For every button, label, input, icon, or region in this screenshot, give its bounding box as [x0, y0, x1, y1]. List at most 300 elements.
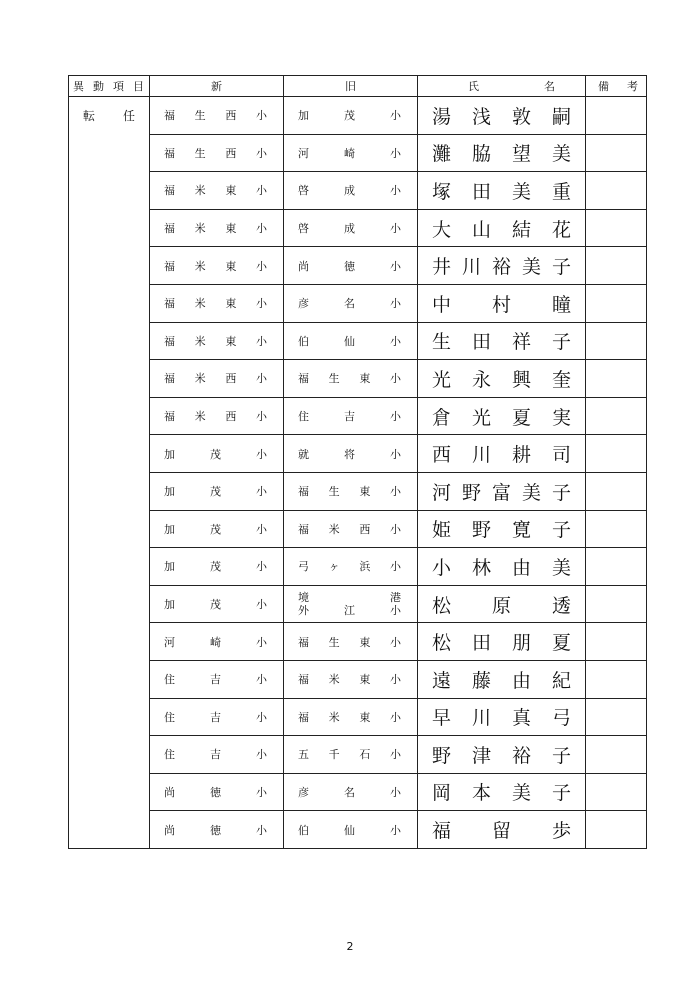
new-school-name: [150, 774, 283, 811]
new-school-char: 福: [164, 146, 175, 160]
table-row: [69, 623, 647, 661]
new-school-char: 小: [256, 485, 267, 499]
old-school-name: [284, 210, 417, 247]
full-name: [418, 778, 585, 805]
personnel-transfer-table: [68, 75, 647, 849]
full-name-char: 弓: [551, 707, 571, 730]
old-school-char: 成: [344, 184, 355, 198]
old-school-name: [284, 135, 417, 172]
full-name-char: 耕: [511, 444, 531, 467]
full-name-char: 花: [551, 218, 571, 241]
new-school-char: 吉: [210, 710, 221, 724]
transfer-type-label: [69, 97, 149, 124]
old-school-char: 小: [389, 485, 401, 499]
old-school-name: [284, 435, 417, 472]
new-school-char: 住: [164, 748, 175, 762]
old-school-char: 啓: [298, 222, 309, 236]
full-name: [418, 591, 585, 618]
old-school-char: 小: [390, 604, 401, 618]
full-name-char: 祥: [511, 331, 531, 354]
full-name-cell: [418, 247, 586, 285]
full-name-char: 野: [471, 519, 491, 542]
full-name-char: 野: [432, 744, 452, 767]
full-name-char: 由: [511, 669, 531, 692]
new-school-char: 加: [164, 560, 175, 574]
new-school-char: 米: [194, 334, 206, 348]
header-old-school-label-char: 旧: [345, 80, 356, 93]
full-name-char: 本: [471, 782, 491, 805]
header-remarks-label-char: 備: [598, 80, 609, 93]
full-name-char: 真: [511, 707, 531, 730]
table-row: [69, 134, 647, 172]
full-name-char: 美: [551, 143, 571, 166]
new-school-cell: [150, 209, 284, 247]
new-school-char: 小: [256, 748, 267, 762]
full-name-char: 奎: [551, 368, 571, 391]
new-school-char: 米: [194, 297, 206, 311]
table-row: [69, 811, 647, 849]
new-school-char: 米: [194, 222, 206, 236]
new-school-char: 小: [256, 447, 267, 461]
old-school-name: [284, 511, 417, 548]
new-school-cell: [150, 397, 284, 435]
old-school-char: 名: [344, 297, 355, 311]
new-school-char: 尚: [164, 823, 175, 837]
old-school-char: 小: [390, 334, 401, 348]
table-row: [69, 435, 647, 473]
new-school-char: 小: [256, 673, 267, 687]
old-school-cell: [284, 660, 418, 698]
full-name-cell: [418, 698, 586, 736]
old-school-name: [284, 774, 417, 811]
old-school-cell: [284, 247, 418, 285]
remarks-cell: [586, 548, 647, 586]
new-school-cell: [150, 322, 284, 360]
full-name-char: 湯: [432, 105, 452, 128]
table-row: [69, 472, 647, 510]
old-school-char: 小: [390, 146, 401, 160]
old-school-cell: [284, 435, 418, 473]
table-row: [69, 247, 647, 285]
old-school-char: 将: [344, 447, 355, 461]
old-school-name: [284, 97, 417, 134]
header-full-name-label: [418, 78, 585, 94]
full-name-cell: [418, 209, 586, 247]
old-school-name: [284, 591, 417, 617]
old-school-char: 崎: [344, 146, 355, 160]
new-school-char: 東: [225, 297, 237, 311]
full-name-cell: [418, 548, 586, 586]
full-name-char: 松: [432, 594, 452, 617]
remarks-cell: [586, 97, 647, 135]
old-school-char: 小: [390, 109, 401, 123]
new-school-name: [150, 586, 283, 623]
old-school-char: 仙: [344, 334, 355, 348]
full-name-char: 嗣: [551, 105, 571, 128]
old-school-line: [298, 604, 401, 617]
remarks-cell: [586, 397, 647, 435]
full-name-char: 福: [432, 820, 452, 843]
new-school-name: [150, 247, 283, 284]
new-school-name: [150, 511, 283, 548]
full-name-char: 子: [551, 519, 571, 542]
new-school-char: 米: [194, 372, 206, 386]
new-school-name: [150, 623, 283, 660]
table-row: [69, 698, 647, 736]
full-name-cell: [418, 472, 586, 510]
table-row: [69, 172, 647, 210]
new-school-name: [150, 398, 283, 435]
full-name-char: 光: [432, 368, 452, 391]
old-school-cell: [284, 209, 418, 247]
header-row: [69, 76, 647, 97]
old-school-char: 福: [298, 485, 309, 499]
full-name-char: 井: [432, 256, 452, 279]
header-transfer-type-label-char: 異: [73, 80, 85, 93]
full-name-char: 朋: [511, 632, 531, 655]
full-name-char: 田: [471, 180, 491, 203]
old-school-char: 弓: [298, 560, 309, 574]
full-name-char: 裕: [491, 256, 511, 279]
full-name-char: 美: [511, 180, 531, 203]
old-school-char: 石: [359, 748, 371, 762]
full-name-char: 大: [432, 218, 452, 241]
full-name-char: 実: [551, 406, 571, 429]
old-school-cell: [284, 548, 418, 586]
new-school-name: [150, 736, 283, 773]
full-name-char: 望: [511, 143, 531, 166]
remarks-cell: [586, 472, 647, 510]
old-school-char: 就: [298, 447, 309, 461]
full-name-char: 岡: [432, 782, 452, 805]
new-school-name: [150, 473, 283, 510]
new-school-name: [150, 435, 283, 472]
remarks-cell: [586, 660, 647, 698]
new-school-char: 小: [255, 222, 267, 236]
old-school-cell: [284, 284, 418, 322]
old-school-char: 小: [390, 785, 401, 799]
new-school-cell: [150, 172, 284, 210]
new-school-char: 小: [256, 522, 267, 536]
new-school-char: 河: [164, 635, 175, 649]
table-row: [69, 284, 647, 322]
full-name-char: 灘: [432, 143, 452, 166]
new-school-name: [150, 285, 283, 322]
old-school-cell: [284, 698, 418, 736]
new-school-cell: [150, 435, 284, 473]
header-full-name: [418, 76, 586, 97]
new-school-name: [150, 172, 283, 209]
full-name-char: 美: [521, 256, 541, 279]
old-school-char: 小: [389, 673, 401, 687]
old-school-cell: [284, 472, 418, 510]
full-name-char: 藤: [471, 669, 491, 692]
full-name-char: 興: [511, 368, 531, 391]
old-school-char: 米: [328, 522, 340, 536]
old-school-cell: [284, 510, 418, 548]
full-name-char: 野: [461, 481, 481, 504]
old-school-name: [284, 623, 417, 660]
remarks-cell: [586, 773, 647, 811]
new-school-char: 崎: [210, 635, 221, 649]
header-remarks: [586, 76, 647, 97]
full-name-char: 子: [551, 256, 571, 279]
new-school-name: [150, 135, 283, 172]
new-school-char: 小: [255, 259, 267, 273]
old-school-char: 東: [359, 635, 371, 649]
table-body: [69, 97, 647, 849]
old-school-name: [284, 661, 417, 698]
old-school-char: ヶ: [328, 560, 340, 574]
old-school-char: 浜: [359, 560, 371, 574]
table-row: [69, 773, 647, 811]
old-school-cell: [284, 585, 418, 623]
old-school-char: 福: [298, 710, 309, 724]
old-school-name: [284, 360, 417, 397]
full-name-cell: [418, 134, 586, 172]
full-name-cell: [418, 172, 586, 210]
new-school-char: 福: [164, 334, 175, 348]
old-school-char: 啓: [298, 184, 309, 198]
full-name-char: 塚: [432, 180, 452, 203]
old-school-char: 小: [389, 748, 401, 762]
full-name-char: 紀: [551, 669, 571, 692]
new-school-char: 小: [255, 297, 267, 311]
old-school-char: 成: [344, 222, 355, 236]
full-name: [418, 327, 585, 354]
full-name-char: 松: [432, 632, 452, 655]
header-remarks-label: [586, 78, 646, 94]
table-row: [69, 585, 647, 623]
old-school-char: 小: [390, 222, 401, 236]
old-school-char: 小: [390, 823, 401, 837]
old-school-char: 小: [390, 184, 401, 198]
full-name: [418, 252, 585, 279]
full-name-char: 西: [432, 444, 452, 467]
old-school-char: 小: [390, 447, 401, 461]
full-name-char: 生: [432, 331, 452, 354]
full-name: [418, 290, 585, 317]
full-name-char: 留: [491, 820, 511, 843]
new-school-char: 住: [164, 710, 175, 724]
new-school-char: 東: [225, 334, 237, 348]
new-school-char: 小: [256, 710, 267, 724]
full-name-char: 司: [551, 444, 571, 467]
full-name-char: 永: [471, 368, 491, 391]
new-school-char: 茂: [210, 598, 221, 612]
full-name-cell: [418, 773, 586, 811]
new-school-name: [150, 360, 283, 397]
old-school-name: [284, 473, 417, 510]
old-school-char: 港: [390, 591, 401, 605]
full-name-char: 河: [432, 481, 452, 504]
table-row: [69, 322, 647, 360]
old-school-char: 加: [298, 109, 309, 123]
new-school-char: 小: [255, 146, 267, 160]
old-school-char: 彦: [298, 297, 309, 311]
transfer-type-char: 任: [122, 109, 135, 123]
old-school-char: 小: [389, 635, 401, 649]
header-transfer-type: [69, 76, 150, 97]
new-school-char: 福: [164, 372, 175, 386]
full-name-char: 川: [471, 707, 491, 730]
full-name-cell: [418, 585, 586, 623]
old-school-name: [284, 285, 417, 322]
old-school-name: [284, 736, 417, 773]
remarks-cell: [586, 247, 647, 285]
remarks-cell: [586, 134, 647, 172]
new-school-cell: [150, 247, 284, 285]
full-name: [418, 703, 585, 730]
remarks-cell: [586, 435, 647, 473]
full-name-char: 姫: [432, 519, 452, 542]
old-school-char: 生: [328, 485, 340, 499]
new-school-char: 米: [194, 259, 206, 273]
remarks-cell: [586, 698, 647, 736]
old-school-char: 西: [359, 522, 371, 536]
old-school-char: 小: [389, 372, 401, 386]
new-school-char: 茂: [210, 560, 221, 574]
new-school-char: 茂: [210, 522, 221, 536]
new-school-char: 加: [164, 485, 175, 499]
new-school-char: 福: [164, 109, 175, 123]
old-school-char: 小: [390, 410, 401, 424]
old-school-char: 東: [359, 673, 371, 687]
new-school-char: 西: [225, 372, 237, 386]
full-name: [418, 177, 585, 204]
remarks-cell: [586, 623, 647, 661]
new-school-name: [150, 811, 283, 848]
table-row: [69, 360, 647, 398]
old-school-char: 生: [328, 635, 340, 649]
new-school-char: 西: [225, 146, 237, 160]
old-school-name: [284, 172, 417, 209]
new-school-name: [150, 323, 283, 360]
full-name: [418, 628, 585, 655]
full-name-char: 重: [551, 180, 571, 203]
full-name-char: 川: [471, 444, 491, 467]
old-school-cell: [284, 97, 418, 135]
old-school-char: 小: [389, 522, 401, 536]
table-row: [69, 510, 647, 548]
full-name: [418, 139, 585, 166]
new-school-char: 小: [255, 184, 267, 198]
old-school-cell: [284, 322, 418, 360]
old-school-char: 伯: [298, 823, 309, 837]
new-school-char: 福: [164, 410, 175, 424]
new-school-cell: [150, 585, 284, 623]
remarks-cell: [586, 209, 647, 247]
old-school-char: 東: [359, 710, 371, 724]
full-name-char: 結: [511, 218, 531, 241]
remarks-cell: [586, 736, 647, 774]
remarks-cell: [586, 510, 647, 548]
old-school-char: 米: [328, 710, 340, 724]
header-full-name-label-char: 名: [544, 80, 555, 93]
old-school-char: 仙: [344, 823, 355, 837]
new-school-name: [150, 97, 283, 134]
new-school-char: 小: [256, 598, 267, 612]
new-school-char: 小: [256, 560, 267, 574]
full-name-char: 透: [551, 594, 571, 617]
full-name-char: 倉: [432, 406, 452, 429]
full-name-char: 中: [432, 293, 452, 316]
full-name-cell: [418, 510, 586, 548]
new-school-cell: [150, 510, 284, 548]
new-school-char: 福: [164, 222, 175, 236]
table-row: [69, 660, 647, 698]
new-school-char: 小: [256, 785, 267, 799]
transfer-type-cell: [69, 97, 150, 849]
full-name: [418, 741, 585, 768]
full-name-cell: [418, 284, 586, 322]
header-transfer-type-label-char: 目: [133, 80, 145, 93]
table-row: [69, 736, 647, 774]
new-school-char: 加: [164, 522, 175, 536]
new-school-cell: [150, 773, 284, 811]
full-name-char: 敦: [511, 105, 531, 128]
new-school-char: 生: [194, 109, 206, 123]
new-school-cell: [150, 472, 284, 510]
new-school-char: 徳: [210, 785, 221, 799]
old-school-char: 吉: [344, 410, 355, 424]
old-school-char: 東: [359, 485, 371, 499]
full-name-cell: [418, 322, 586, 360]
new-school-char: 茂: [210, 485, 221, 499]
old-school-cell: [284, 360, 418, 398]
old-school-char: 河: [298, 146, 309, 160]
full-name-char: 脇: [471, 143, 491, 166]
full-name-char: 美: [551, 556, 571, 579]
old-school-char: 東: [359, 372, 371, 386]
full-name-cell: [418, 623, 586, 661]
full-name-char: 子: [551, 744, 571, 767]
header-transfer-type-label: [69, 78, 149, 94]
new-school-cell: [150, 548, 284, 586]
header-old-school: [284, 76, 418, 97]
full-name-char: 子: [551, 481, 571, 504]
full-name-char: 美: [511, 782, 531, 805]
old-school-char: 外: [298, 604, 309, 618]
full-name-char: 村: [491, 293, 511, 316]
full-name-cell: [418, 736, 586, 774]
full-name-cell: [418, 97, 586, 135]
remarks-cell: [586, 284, 647, 322]
full-name: [418, 403, 585, 430]
old-school-name: [284, 323, 417, 360]
old-school-char: 福: [298, 372, 309, 386]
new-school-char: 西: [225, 109, 237, 123]
header-new-school: [150, 76, 284, 97]
header-transfer-type-label-char: 動: [93, 80, 105, 93]
new-school-char: 生: [194, 146, 206, 160]
old-school-char: 五: [298, 748, 309, 762]
full-name-char: 歩: [551, 820, 571, 843]
old-school-char: 尚: [298, 259, 309, 273]
full-name-char: 光: [471, 406, 491, 429]
full-name-char: 裕: [511, 744, 531, 767]
full-name-char: 子: [551, 331, 571, 354]
full-name-char: 早: [432, 707, 452, 730]
new-school-char: 米: [194, 184, 206, 198]
old-school-char: 米: [328, 673, 340, 687]
full-name-char: 子: [551, 782, 571, 805]
new-school-char: 加: [164, 447, 175, 461]
new-school-char: 小: [255, 109, 267, 123]
full-name-char: 美: [521, 481, 541, 504]
transfer-type-char: 転: [83, 109, 96, 123]
new-school-char: 吉: [210, 673, 221, 687]
